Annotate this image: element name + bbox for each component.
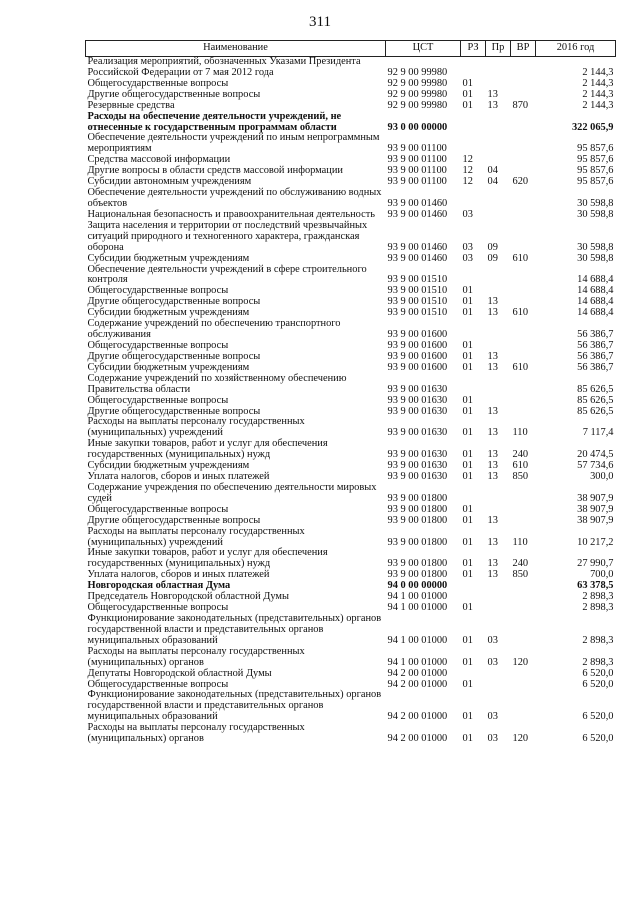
- row-pr: [486, 374, 511, 396]
- row-pr: 13: [487, 361, 498, 373]
- row-sum: 6 520,0: [582, 678, 614, 690]
- row-sum: 30 598,8: [577, 208, 614, 220]
- table-row: [86, 254, 616, 265]
- row-pr: 09: [487, 252, 498, 264]
- row-pr: [486, 669, 511, 680]
- row-vr: 610: [512, 361, 529, 373]
- row-cst: 94 2 00 01000: [387, 733, 448, 745]
- row-rz: 01: [462, 634, 473, 646]
- row-sum: 300,0: [590, 471, 614, 483]
- row-sum: 14 688,4: [577, 296, 614, 308]
- row-name: Общегосударственные вопросы: [87, 394, 229, 406]
- row-sum: 95 857,6: [577, 176, 614, 188]
- table-row: [86, 396, 616, 407]
- row-cst: 93 9 00 01630: [387, 383, 448, 395]
- row-cst: 92 9 00 99980: [387, 77, 448, 89]
- row-name: Другие общегосударственные вопросы: [87, 405, 261, 417]
- row-pr: 13: [487, 350, 498, 362]
- row-rz: 01: [462, 361, 473, 373]
- row-cst: 93 9 00 01800: [387, 514, 448, 526]
- row-cst: 94 2 00 01000: [387, 678, 448, 690]
- row-name: Субсидии автономным учреждениям: [87, 176, 252, 188]
- row-pr: 04: [487, 165, 498, 177]
- table-row: [86, 723, 616, 745]
- row-rz: 12: [462, 154, 473, 166]
- row-name: Содержание учреждений по обеспечению транспортного обслуживания: [87, 318, 341, 341]
- table-row: [86, 112, 616, 134]
- row-name: Уплата налогов, сборов и иных платежей: [87, 569, 270, 581]
- row-cst: 93 9 00 01100: [387, 165, 447, 177]
- header-name: Наименование: [86, 41, 386, 57]
- row-cst: 93 9 00 01510: [387, 307, 448, 319]
- row-rz: 01: [462, 427, 473, 439]
- row-sum: 2 898,3: [582, 602, 614, 614]
- row-pr: [486, 396, 511, 407]
- row-cst: 93 9 00 01630: [387, 405, 448, 417]
- row-vr: [511, 592, 536, 603]
- row-pr: 13: [487, 307, 498, 319]
- table-row: [86, 669, 616, 680]
- row-name: Функционирование законодательных (представительных) органов государственной власти и представительных органов муниципальных образований: [87, 613, 382, 646]
- table-row: [86, 614, 616, 647]
- row-sum: 2 144,3: [582, 77, 614, 89]
- row-pr: [486, 210, 511, 221]
- row-pr: [486, 483, 511, 505]
- row-sum: 2 144,3: [582, 99, 614, 111]
- header-pr: Пр: [486, 41, 511, 57]
- row-name: Другие общегосударственные вопросы: [87, 296, 261, 308]
- row-cst: 92 9 00 99980: [387, 66, 448, 78]
- row-name: Национальная безопасность и правоохранительная деятельность: [87, 208, 375, 220]
- row-sum: 20 474,5: [577, 449, 614, 461]
- row-sum: 322 065,9: [571, 121, 614, 133]
- row-vr: 870: [512, 99, 529, 111]
- row-cst: 92 9 00 99980: [387, 99, 448, 111]
- row-sum: 38 907,9: [577, 503, 614, 515]
- table-row: [86, 690, 616, 723]
- row-name: Общегосударственные вопросы: [87, 77, 229, 89]
- row-sum: 38 907,9: [577, 492, 614, 504]
- table-row: [86, 527, 616, 549]
- header-vr: ВР: [511, 41, 536, 57]
- row-rz: 01: [462, 307, 473, 319]
- row-cst: 93 9 00 01800: [387, 536, 448, 548]
- row-cst: 93 9 00 01630: [387, 394, 448, 406]
- row-cst: 93 9 00 01460: [387, 208, 448, 220]
- row-sum: 27 990,7: [577, 558, 614, 570]
- row-sum: 2 898,3: [582, 634, 614, 646]
- row-pr: [486, 680, 511, 691]
- row-rz: 01: [462, 678, 473, 690]
- table-row: [86, 57, 616, 79]
- row-cst: 92 9 00 99980: [387, 88, 448, 100]
- row-sum: 30 598,8: [577, 197, 614, 209]
- row-vr: [511, 396, 536, 407]
- row-pr: 03: [487, 634, 498, 646]
- row-pr: 09: [487, 241, 498, 253]
- row-cst: 93 9 00 01600: [387, 339, 448, 351]
- row-name: Общегосударственные вопросы: [87, 678, 229, 690]
- row-rz: [461, 374, 486, 396]
- row-sum: 7 117,4: [582, 427, 614, 439]
- row-cst: 93 9 00 01460: [387, 197, 448, 209]
- row-vr: [511, 603, 536, 614]
- row-sum: 6 520,0: [582, 711, 614, 723]
- row-vr: 850: [512, 471, 529, 483]
- row-name: Иные закупки товаров, работ и услуг для обеспечения государственных (муниципальных) нужд: [87, 547, 328, 570]
- row-sum: 56 386,7: [577, 329, 614, 341]
- row-sum: 85 626,5: [577, 394, 614, 406]
- row-pr: 03: [487, 711, 498, 723]
- row-rz: 01: [462, 99, 473, 111]
- table-row: [86, 647, 616, 669]
- row-sum: 95 857,6: [577, 165, 614, 177]
- row-rz: 01: [462, 536, 473, 548]
- row-rz: 01: [462, 733, 473, 745]
- table-row: [86, 265, 616, 287]
- row-cst: 93 9 00 01800: [387, 558, 448, 570]
- row-pr: [486, 112, 511, 134]
- row-vr: [511, 319, 536, 341]
- row-rz: 01: [462, 394, 473, 406]
- row-sum: 63 378,5: [577, 580, 614, 592]
- row-rz: 01: [462, 514, 473, 526]
- row-name: Другие общегосударственные вопросы: [87, 514, 261, 526]
- row-cst: 93 9 00 01800: [387, 492, 448, 504]
- row-rz: 01: [462, 296, 473, 308]
- row-vr: [511, 669, 536, 680]
- row-name: Резервные средства: [87, 99, 175, 111]
- row-name: Обеспечение деятельности учреждений в сфере строительного контроля: [87, 263, 367, 286]
- row-cst: 94 1 00 01000: [387, 591, 448, 603]
- row-name: Новгородская областная Дума: [87, 580, 231, 592]
- row-vr: [511, 341, 536, 352]
- row-name: Другие общегосударственные вопросы: [87, 350, 261, 362]
- row-pr: [486, 319, 511, 341]
- row-sum: 95 857,6: [577, 154, 614, 166]
- row-rz: [461, 581, 486, 592]
- row-rz: 01: [462, 503, 473, 515]
- row-name: Защита населения и территории от последствий чрезвычайных ситуаций природного и техногенного характера, гражданская оборона: [87, 219, 368, 253]
- row-vr: 610: [512, 252, 529, 264]
- row-cst: 94 1 00 01000: [387, 634, 448, 646]
- page-number: 311: [309, 14, 331, 30]
- row-pr: [486, 581, 511, 592]
- row-sum: 10 217,2: [577, 536, 614, 548]
- row-name: Функционирование законодательных (представительных) органов государственной власти и представительных органов муниципальных образований: [87, 689, 382, 723]
- row-vr: [511, 286, 536, 297]
- row-cst: 93 9 00 01100: [387, 176, 447, 188]
- row-name: Уплата налогов, сборов и иных платежей: [87, 471, 270, 483]
- row-cst: 93 9 00 01630: [387, 449, 448, 461]
- row-cst: 93 9 00 01510: [387, 296, 448, 308]
- row-name: Расходы на выплаты персоналу государственных (муниципальных) учреждений: [87, 525, 305, 548]
- row-vr: [511, 690, 536, 723]
- row-cst: 93 9 00 01460: [387, 252, 448, 264]
- table-row: [86, 188, 616, 210]
- row-sum: 85 626,5: [577, 383, 614, 395]
- row-cst: 93 0 00 00000: [387, 121, 448, 133]
- row-name: Другие вопросы в области средств массовой информации: [87, 165, 343, 177]
- row-vr: [511, 614, 536, 647]
- row-cst: 93 9 00 01460: [387, 241, 448, 253]
- row-rz: [461, 319, 486, 341]
- row-vr: [511, 79, 536, 90]
- row-rz: 01: [462, 88, 473, 100]
- table-row: [86, 439, 616, 461]
- row-cst: 93 9 00 01100: [387, 143, 447, 155]
- row-vr: 620: [512, 176, 529, 188]
- row-cst: 93 9 00 01800: [387, 503, 448, 515]
- row-rz: 01: [462, 339, 473, 351]
- row-rz: [461, 133, 486, 155]
- row-rz: 03: [462, 208, 473, 220]
- row-rz: 12: [462, 165, 473, 177]
- row-sum: 14 688,4: [577, 285, 614, 297]
- row-name: Содержание учреждений по хозяйственному обеспечению Правительства области: [87, 372, 347, 395]
- row-name: Расходы на выплаты персоналу государственных (муниципальных) органов: [87, 645, 305, 668]
- row-rz: [461, 112, 486, 134]
- row-name: Субсидии бюджетным учреждениям: [87, 307, 250, 319]
- row-rz: 01: [462, 558, 473, 570]
- row-vr: [511, 188, 536, 210]
- row-vr: 120: [512, 733, 529, 745]
- row-rz: [461, 188, 486, 210]
- row-pr: 13: [487, 514, 498, 526]
- row-pr: 13: [487, 471, 498, 483]
- row-sum: 700,0: [590, 569, 614, 581]
- row-cst: 93 9 00 01600: [387, 329, 448, 341]
- row-rz: 12: [462, 176, 473, 188]
- row-cst: 93 9 00 01600: [387, 361, 448, 373]
- row-cst: 93 9 00 01510: [387, 274, 448, 286]
- row-vr: 610: [512, 307, 529, 319]
- row-sum: 85 626,5: [577, 405, 614, 417]
- row-pr: 13: [487, 449, 498, 461]
- row-sum: 6 520,0: [582, 667, 614, 679]
- row-pr: 13: [487, 569, 498, 581]
- row-rz: 01: [462, 285, 473, 297]
- row-cst: 94 1 00 01000: [387, 656, 448, 668]
- row-rz: 01: [462, 656, 473, 668]
- row-cst: 93 9 00 01600: [387, 350, 448, 362]
- row-vr: [511, 221, 536, 254]
- table-body: [86, 57, 616, 746]
- row-name: Средства массовой информации: [87, 154, 231, 166]
- row-rz: [461, 265, 486, 287]
- table-row: [86, 548, 616, 570]
- row-name: Реализация мероприятий, обозначенных Указами Президента Российской Федерации от 7 мая 2012 года: [87, 56, 361, 78]
- row-rz: 03: [462, 252, 473, 264]
- row-name: Депутаты Новгородской областной Думы: [87, 667, 272, 679]
- row-pr: 13: [487, 405, 498, 417]
- row-vr: [511, 680, 536, 691]
- row-pr: 04: [487, 176, 498, 188]
- row-vr: 110: [512, 427, 528, 439]
- row-vr: 240: [512, 558, 529, 570]
- row-vr: 120: [512, 656, 529, 668]
- row-cst: 93 9 00 01630: [387, 471, 448, 483]
- row-vr: [511, 133, 536, 155]
- row-rz: 01: [462, 460, 473, 472]
- table-row: [86, 516, 616, 527]
- row-name: Обеспечение деятельности учреждений по обслуживанию водных объектов: [87, 187, 382, 209]
- row-rz: [461, 483, 486, 505]
- row-rz: 01: [462, 569, 473, 581]
- table-header-row: [86, 41, 616, 57]
- table-row: [86, 374, 616, 396]
- row-pr: [486, 133, 511, 155]
- table-row: [86, 133, 616, 155]
- row-name: Общегосударственные вопросы: [87, 285, 229, 297]
- row-vr: [511, 407, 536, 418]
- table-row: [86, 221, 616, 254]
- row-sum: 38 907,9: [577, 514, 614, 526]
- row-sum: 56 386,7: [577, 350, 614, 362]
- row-vr: [511, 483, 536, 505]
- row-pr: 03: [487, 733, 498, 745]
- row-sum: 56 386,7: [577, 339, 614, 351]
- row-name: Содержание учреждения по обеспечению деятельности мировых судей: [87, 481, 377, 504]
- row-name: Другие общегосударственные вопросы: [87, 88, 261, 100]
- row-sum: 2 898,3: [582, 591, 614, 603]
- row-name: Субсидии бюджетным учреждениям: [87, 361, 250, 373]
- row-name: Расходы на выплаты персоналу государственных (муниципальных) учреждений: [87, 416, 305, 439]
- header-year: 2016 год: [536, 41, 616, 57]
- row-cst: 93 9 00 01630: [387, 427, 448, 439]
- row-vr: [511, 210, 536, 221]
- row-vr: [511, 265, 536, 287]
- budget-table: [85, 40, 616, 745]
- row-pr: [486, 265, 511, 287]
- row-sum: 95 857,6: [577, 143, 614, 155]
- row-sum: 14 688,4: [577, 307, 614, 319]
- table-row: [86, 319, 616, 341]
- row-vr: [511, 581, 536, 592]
- row-rz: 01: [462, 350, 473, 362]
- row-rz: [461, 669, 486, 680]
- row-name: Иные закупки товаров, работ и услуг для обеспечения государственных (муниципальных) нужд: [87, 438, 328, 461]
- row-pr: 03: [487, 656, 498, 668]
- row-pr: 13: [487, 88, 498, 100]
- row-vr: [511, 57, 536, 79]
- row-rz: 01: [462, 471, 473, 483]
- row-vr: 610: [512, 460, 529, 472]
- row-pr: [486, 57, 511, 79]
- row-sum: 30 598,8: [577, 252, 614, 264]
- row-cst: 94 2 00 01000: [387, 711, 448, 723]
- row-pr: [486, 603, 511, 614]
- row-vr: [511, 374, 536, 396]
- row-name: Расходы на выплаты персоналу государственных (муниципальных) органов: [87, 722, 305, 745]
- row-cst: 93 9 00 01800: [387, 569, 448, 581]
- row-cst: 94 0 00 00000: [387, 580, 448, 592]
- row-rz: 01: [462, 602, 473, 614]
- row-rz: 03: [462, 241, 473, 253]
- row-rz: 01: [462, 711, 473, 723]
- row-name: Расходы на обеспечение деятельности учреждений, не отнесенные к государственным программам области: [87, 110, 342, 133]
- row-rz: 01: [462, 449, 473, 461]
- table-row: [86, 483, 616, 505]
- row-cst: 93 9 00 01630: [387, 460, 448, 472]
- row-sum: 2 898,3: [582, 656, 614, 668]
- row-rz: 01: [462, 405, 473, 417]
- row-pr: 13: [487, 99, 498, 111]
- row-cst: 93 9 00 01510: [387, 285, 448, 297]
- row-pr: 13: [487, 427, 498, 439]
- row-name: Общегосударственные вопросы: [87, 339, 229, 351]
- row-rz: [461, 57, 486, 79]
- row-sum: 2 144,3: [582, 66, 614, 78]
- row-name: Обеспечение деятельности учреждений по иным непрограммным мероприятиям: [87, 132, 380, 155]
- row-sum: 30 598,8: [577, 241, 614, 253]
- row-sum: 6 520,0: [582, 733, 614, 745]
- row-cst: 93 9 00 01100: [387, 154, 447, 166]
- row-vr: [511, 516, 536, 527]
- row-vr: [511, 155, 536, 166]
- row-cst: 94 1 00 01000: [387, 602, 448, 614]
- row-vr: [511, 505, 536, 516]
- row-vr: 110: [512, 536, 528, 548]
- row-vr: 240: [512, 449, 529, 461]
- row-name: Общегосударственные вопросы: [87, 503, 229, 515]
- row-name: Субсидии бюджетным учреждениям: [87, 460, 250, 472]
- header-cst: ЦСТ: [386, 41, 461, 57]
- row-pr: 13: [487, 558, 498, 570]
- header-rz: РЗ: [461, 41, 486, 57]
- row-pr: 13: [487, 536, 498, 548]
- row-sum: 57 734,6: [577, 460, 614, 472]
- row-pr: 13: [487, 296, 498, 308]
- row-name: Общегосударственные вопросы: [87, 602, 229, 614]
- row-name: Субсидии бюджетным учреждениям: [87, 252, 250, 264]
- row-pr: [486, 188, 511, 210]
- row-pr: 13: [487, 460, 498, 472]
- row-vr: 850: [512, 569, 529, 581]
- row-sum: 56 386,7: [577, 361, 614, 373]
- row-rz: 01: [462, 77, 473, 89]
- row-sum: 14 688,4: [577, 274, 614, 286]
- row-pr: [486, 592, 511, 603]
- row-name: Председатель Новгородской областной Думы: [87, 591, 289, 603]
- table-row: [86, 417, 616, 439]
- row-vr: [511, 112, 536, 134]
- row-sum: 2 144,3: [582, 88, 614, 100]
- table-row: [86, 101, 616, 112]
- row-cst: 94 2 00 01000: [387, 667, 448, 679]
